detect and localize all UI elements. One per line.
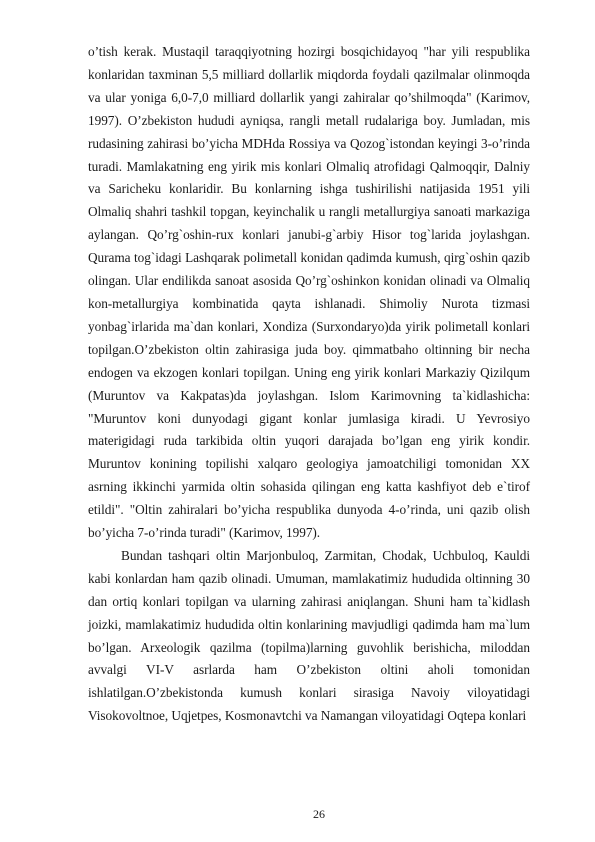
paragraph-2: Bundan tashqari oltin Marjonbuloq, Zarmitan, Chodak, Uchbuloq, Kauldi kabi konlardan ham qazib olinadi. Umuman, mamlakatimiz hududida oltinning 30 dan ortiq konlari topilgan va ularning zahirasi aniqlangan. Shuni ham ta`kidlash joizki, mamlakatimiz hududida oltin konlarining mavjudligi qadimda ham ma`lum bo’lgan. Arxeologik qazilma (topilma)larning guvohlik berishicha, miloddan avvalgi VI-V asrlarda ham O’zbekiston oltini aholi tomonidan ishlatilgan.O’zbekistonda kumush konlari sirasiga Navoiy viloyatidagi Visokovoltnoe, Uqjetpes, Kosmonavtchi va Namangan viloyatidagi Oqtepa konlari bbox=[88, 547, 530, 724]
body-text bbox=[88, 41, 530, 728]
page-number: 26 bbox=[313, 807, 325, 821]
paragraph-1: o’tish kerak. Mustaqil taraqqiyotning hozirgi bosqichidayoq "har yili respublika konlaridan taxminan 5,5 milliard dollarlik miqdorda foydali qazilmalar olinmoqda va ular yoniga 6,0-7,0 milliard dollarlik yangi zahiralar qo’shilmoqda" (Karimov, 1997). O’zbekiston hududi ayniqsa, rangli metall rudalariga boy. Jumladan, mis rudasining zahirasi bo’yicha MDHda Rossiya va Qozog`istondan keyingi 3-o’rinda turadi. Mamlakatning eng yirik mis konlari Olmaliq atrofidagi Qalmoqqir, Dalniy va Saricheku konlaridir. Bu konlarning ishga tushirilishi natijasida 1951 yili Olmaliq shahri tashkil topgan, keyinchalik u rangli metallurgiya sanoati markaziga aylangan. Qo’rg`oshin-rux konlari janubi-g`arbiy Hisor tog`larida joylashgan. Qurama tog`idagi Lashqarak polimetall konidan qadimda kumush, qirg`oshin qazib olingan. Ular endilikda sanoat asosida Qo’rg`oshinkon konidan olinadi va Olmaliq kon-metallurgiya kombinatida qayta ishlanadi. Shimoliy Nurota tizmasi yonbag`irlarida ma`dan konlari, Xondiza (Surxondaryo)da yirik polimetall konlari topilgan.O’zbekiston oltin zahirasiga juda boy. qimmatbaho oltinning bir necha endogen va ekzogen konlari topilgan. Uning eng yirik konlari Markaziy Qizilqum (Muruntov va Kakpatas)da joylashgan. Islom Karimovning ta`kidlashicha: "Muruntov koni dunyodagi gigant konlar jumlasiga kiradi. U Yevrosiyo materigidagi ruda tarkibida oltin yuqori darajada bo’lgan eng yirik kondir. Muruntov konining topilishi xalqaro geologiya jamoatchiligi tomonidan XX asrning ikkinchi yarmida oltin sohasida qilingan eng katta kashfiyot deb e`tirof etildi". "Oltin zahiralari bo’yicha respublika dunyoda 4-o’rinda, uni qazib olish bo’yicha 7-o’rinda turadi" (Karimov, 1997). bbox=[88, 44, 530, 541]
